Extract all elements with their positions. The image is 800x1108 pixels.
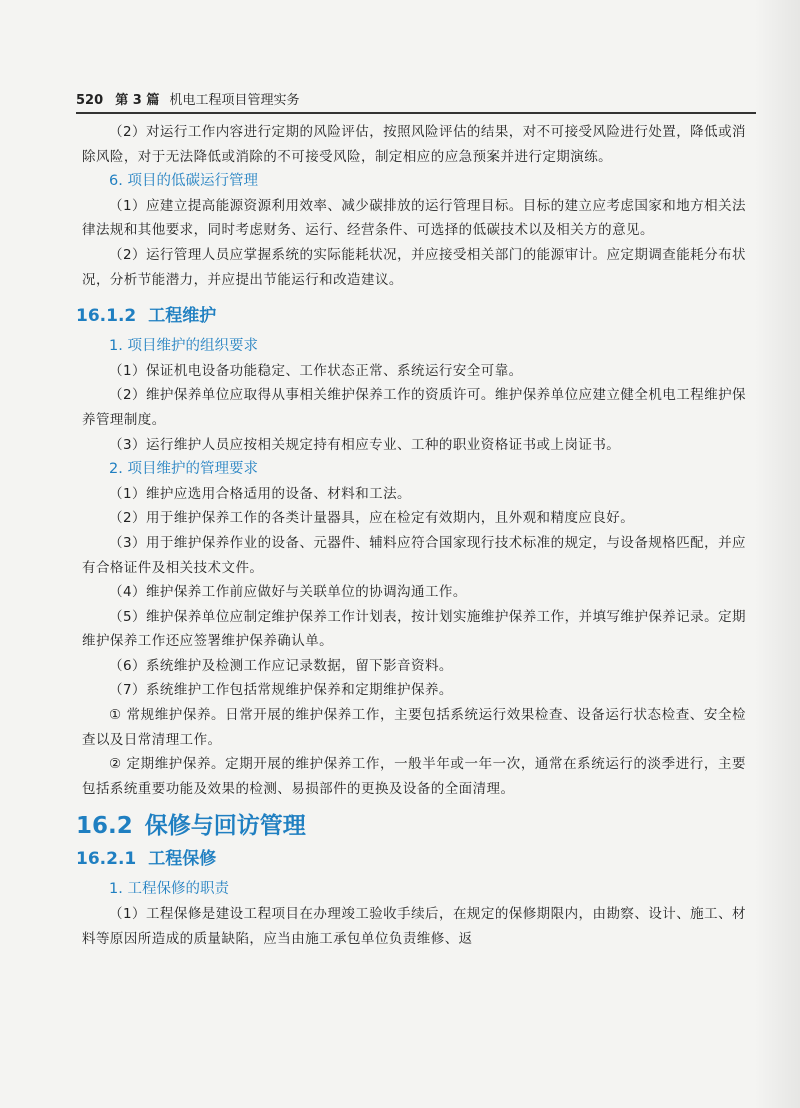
paragraph: （2）维护保养单位应取得从事相关维护保养工作的资质许可。维护保养单位应建立健全机电工程维护保养管理制度。: [82, 387, 746, 428]
subheading-management-requirements: 2. 项目维护的管理要求: [109, 461, 258, 478]
paragraph: （2）用于维护保养工作的各类计量器具，应在检定有效期内，且外观和精度应良好。: [109, 510, 635, 527]
paragraph: （1）维护应选用合格适用的设备、材料和工法。: [109, 485, 411, 502]
section-title: 工程维护: [148, 306, 217, 327]
subheading-low-carbon: 6. 项目的低碳运行管理: [109, 173, 258, 190]
section-number: 16.1.2: [76, 306, 137, 327]
paragraph: （4）维护保养工作前应做好与关联单位的协调沟通工作。: [109, 584, 467, 601]
paragraph: （1）应建立提高能源资源利用效率、减少碳排放的运行管理目标。目标的建立应考虑国家和地方相关法律法规和其他要求，同时考虑财务、运行、经营条件、可选择的低碳技术以及相关方的意见。: [82, 197, 746, 239]
page-body: [76, 120, 746, 951]
paragraph: （3）运行维护人员应按相关规定持有相应专业、工种的职业资格证书或上岗证书。: [109, 436, 621, 453]
paragraph: （5）维护保养单位应制定维护保养工作计划表，按计划实施维护保养工作，并填写维护保养记录。定期维护保养工作还应签署维护保养确认单。: [82, 608, 746, 650]
part-label: 第 3 篇: [115, 93, 160, 108]
subheading-org-requirements: 1. 项目维护的组织要求: [109, 338, 258, 355]
header-rule: [76, 112, 756, 114]
page-number: 520: [76, 93, 104, 108]
paragraph: （6）系统维护及检测工作应记录数据，留下影音资料。: [109, 657, 453, 674]
paragraph: （1）工程保修是建设工程项目在办理竣工验收手续后，在规定的保修期限内，由勘察、设计、施工、材料等原因所造成的质量缺陷，应当由施工承包单位负责维修、返: [82, 906, 746, 947]
section-number: 16.2.1: [76, 849, 137, 870]
chapter-number: 16.2: [76, 813, 133, 840]
paragraph: （1）保证机电设备功能稳定、工作状态正常、系统运行安全可靠。: [109, 362, 523, 379]
section-title: 工程保修: [148, 849, 217, 870]
paragraph: （7）系统维护工作包括常规维护保养和定期维护保养。: [109, 682, 453, 699]
section-heading-16-1-2: [76, 304, 746, 328]
running-header: [76, 92, 736, 110]
page-edge-shadow: [754, 0, 800, 1108]
subheading-warranty-duties: 1. 工程保修的职责: [109, 881, 229, 898]
paragraph: ① 常规维护保养。日常开展的维护保养工作，主要包括系统运行效果检查、设备运行状态检查、安全检查以及日常清理工作。: [82, 707, 746, 748]
paragraph: （3）用于维护保养作业的设备、元器件、辅料应符合国家现行技术标准的规定，与设备规格匹配，并应有合格证件及相关技术文件。: [82, 534, 746, 576]
paragraph: （2）对运行工作内容进行定期的风险评估，按照风险评估的结果，对不可接受风险进行处置，降低或消除风险，对于无法降低或消除的不可接受风险，制定相应的应急预案并进行定期演练。: [82, 124, 746, 165]
paragraph: ② 定期维护保养。定期开展的维护保养工作，一般半年或一年一次，通常在系统运行的淡季进行，主要包括系统重要功能及效果的检测、易损部件的更换及设备的全面清理。: [82, 756, 746, 797]
chapter-title: 保修与回访管理: [144, 813, 306, 840]
header-title: 机电工程项目管理实务: [169, 93, 300, 108]
section-heading-16-2-1: [76, 847, 746, 871]
paragraph: （2）运行管理人员应掌握系统的实际能耗状况，并应接受相关部门的能源审计。应定期调查能耗分布状况，分析节能潜力，并应提出节能运行和改造建议。: [82, 246, 746, 288]
chapter-heading-16-2: [76, 811, 746, 841]
